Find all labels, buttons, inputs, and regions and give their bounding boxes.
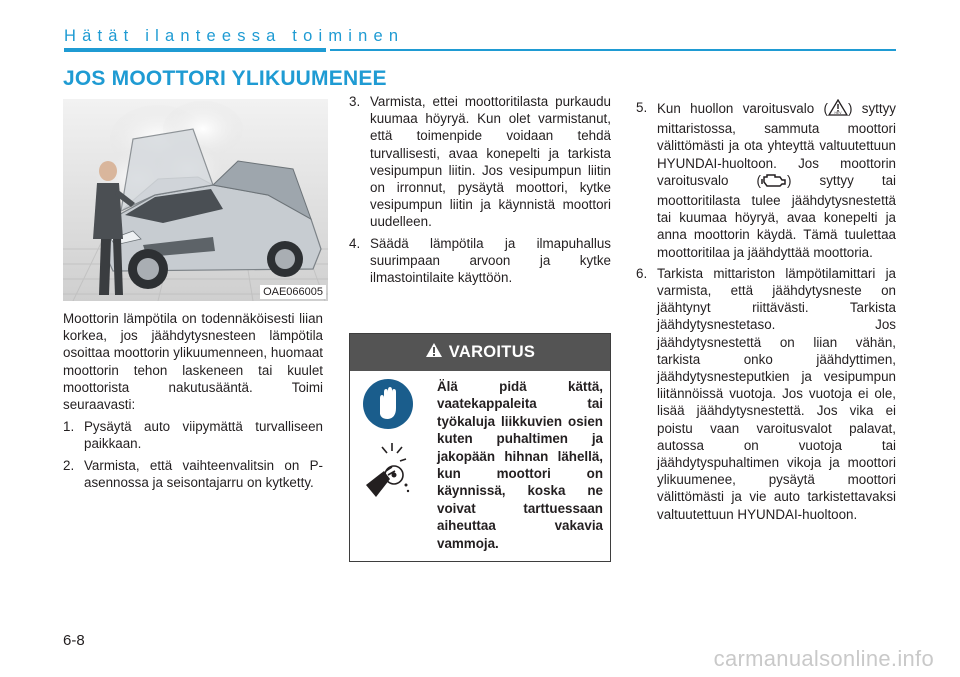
warning-text: Älä pidä kättä, vaatekappaleita tai työkaluja liikkuvien osien kuten puhaltimen ja jakopään hihnan lähellä, kun moottori on käynnissä, koska ne voivat tarttuessaan aiheuttaa vakavia vammoja. bbox=[437, 379, 603, 551]
warning-header bbox=[350, 334, 610, 371]
intro-paragraph: Moottorin lämpötila on todennäköisesti liian korkea, jos jäähdytysnesteen lämpötila osoittaa moottorin ylikuumenneen, huomaat moottorin tehon laskeneen tai kuulet moottorista nakutusääntä. Toimi seuraavasti: bbox=[63, 311, 323, 413]
step-number: 6. bbox=[636, 265, 648, 281]
watermark: carmanualsonline.info bbox=[713, 646, 934, 671]
list-item bbox=[63, 418, 323, 452]
step-text-part: Kun huollon varoitusvalo ( bbox=[657, 101, 828, 116]
right-column bbox=[636, 99, 896, 527]
steps-list-right bbox=[636, 99, 896, 523]
list-item bbox=[636, 265, 896, 523]
hev-service-warning-icon bbox=[828, 99, 848, 120]
header-rule-accent bbox=[64, 48, 326, 52]
step-number: 1. bbox=[63, 419, 75, 435]
engine-overheat-photo bbox=[63, 99, 328, 301]
page-number: 6-8 bbox=[63, 632, 85, 649]
warning-heading: VAROITUS bbox=[448, 343, 536, 361]
step-text: Varmista, että vaihteenvalitsin on P-asennossa ja seisontajarru on kytketty. bbox=[84, 457, 323, 490]
steps-list-middle bbox=[349, 93, 611, 286]
step-text: Varmista, ettei moottoritilasta purkaudu kuumaa höyryä. Kun olet varmistanut, että toimenpide voidaan tehdä turvallisesti, avaa konepelti ja tarkista vesipumpun liitin. Jos vesipumpun liitin on irronnut, pysäytä moottori, kytke vesipumpun liitin ja käynnistä moottori uudelleen. bbox=[370, 94, 611, 230]
step-text: Pysäytä auto viipymättä turvalliseen paikkaan. bbox=[84, 419, 323, 452]
warning-icons bbox=[362, 378, 422, 508]
list-item bbox=[63, 457, 323, 491]
header-rule bbox=[330, 49, 896, 51]
section-header: Hätät ilanteessa toiminen bbox=[64, 27, 405, 45]
list-item bbox=[349, 235, 611, 287]
svg-text:HEV: HEV bbox=[834, 111, 842, 116]
step-text: Säädä lämpötila ja ilmapuhallus suurimpaan arvoon ja kytke ilmastointilaite käyttöön. bbox=[370, 235, 611, 286]
engine-check-icon bbox=[761, 172, 787, 192]
step-text: Tarkista mittariston lämpötilamittari ja varmista, että jäähdytysneste on jäähtynyt riittävästi. Tarkista jäähdytysnestetaso. Jos jäähdytysnestettä on liian vähän, tarkista onko jäähdyttimen, jäähdytysnesteputkien ja vesipumpun liitännöissä vuotoja. Jos vuotoja ei ole, lisää jäähdytysnestettä. Jos vika ei poistu vaan varoitusvalot palavat, autossa on vuotoja tai jäähdytyspuhaltimen vikoja ja moottori ylikuumenee, pysäytä moottori välittömästi ja vie auto tarkistettavaksi valtuutettuun HYUNDAI-huoltoon. bbox=[657, 265, 896, 522]
step-number: 3. bbox=[349, 94, 361, 109]
page-title: JOS MOOTTORI YLIKUUMENEE bbox=[63, 67, 387, 90]
step-number: 5. bbox=[636, 100, 648, 115]
car-steam-illustration bbox=[63, 99, 328, 301]
step-number: 2. bbox=[63, 457, 75, 473]
middle-column bbox=[349, 93, 611, 290]
step-text-part: ) syttyy tai moottoritilasta tulee jäähdytysnestettä tai kuumaa höyryä, avaa konepelti ja anna moottorin käydä. Tämä tuulettaa moottoritilaa ja jäähdyttää moottoria. bbox=[657, 172, 896, 260]
fan-hand-hazard-icon bbox=[362, 441, 414, 503]
step-text-part: ) syttyy mittaristossa, sammuta moottori välittömästi ja ota yhteyttä valtuutettuun HYUNDAI-huoltoon. Jos moottorin varoitusvalo ( bbox=[657, 101, 896, 188]
warning-triangle-icon bbox=[425, 342, 443, 363]
hand-stop-icon bbox=[362, 378, 414, 430]
steps-list-left bbox=[63, 418, 323, 491]
list-item bbox=[636, 99, 896, 261]
list-item bbox=[349, 93, 611, 231]
warning-box bbox=[349, 333, 611, 562]
step-number: 4. bbox=[349, 235, 361, 251]
left-column bbox=[63, 310, 323, 495]
figure-code: OAE066005 bbox=[260, 285, 326, 299]
